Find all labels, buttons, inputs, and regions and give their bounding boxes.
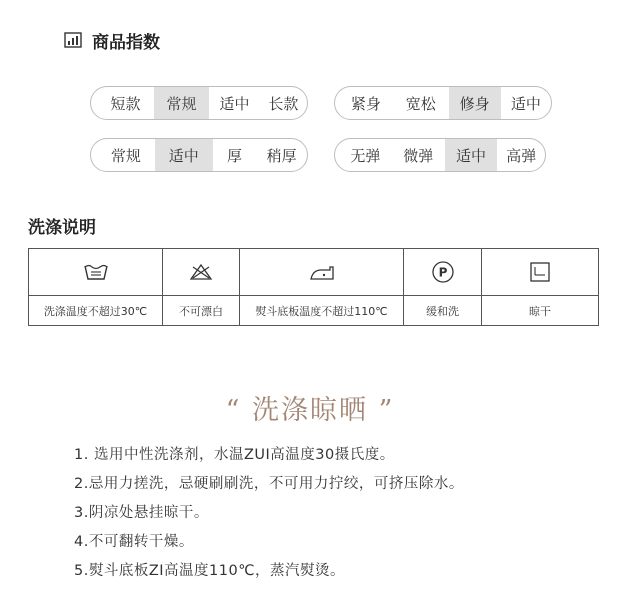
care-cell-line-dry: [482, 249, 599, 296]
elasticity-option-high: 高弹: [506, 146, 537, 165]
care-note: 3.阴凉处悬挂晾干。: [74, 505, 209, 521]
thickness-option-slightly-thick: 稍厚: [266, 146, 297, 165]
care-cell-wash-temp: [29, 249, 163, 296]
fit-index: [334, 86, 552, 120]
care-note: 1. 选用中性洗涤剂，水温ZUI高温度30摄氏度。: [74, 447, 395, 463]
care-label-line-dry: 晾干: [482, 296, 599, 326]
iron-icon: [308, 264, 336, 282]
hand-wash-tub-icon: [83, 262, 109, 282]
length-option-short: 短款: [110, 94, 141, 113]
washing-title: 洗涤说明: [28, 218, 96, 238]
fit-option-slim: 修身: [449, 87, 501, 119]
thickness-index: [90, 138, 308, 172]
care-heading: “ 洗涤晾晒 ”: [225, 395, 395, 426]
care-note: 4.不可翻转干燥。: [74, 534, 194, 550]
length-index: [90, 86, 308, 120]
length-option-regular: 常规: [154, 87, 209, 119]
fit-option-medium: 适中: [510, 94, 541, 113]
care-symbols-table: [28, 248, 599, 326]
care-label-wash-temp: 洗涤温度不超过30℃: [29, 296, 163, 326]
elasticity-option-none: 无弹: [350, 146, 381, 165]
fit-option-tight: 紧身: [350, 94, 381, 113]
care-label-iron: 熨斗底板温度不超过110℃: [240, 296, 404, 326]
care-label-gentle: 缓和洗: [404, 296, 482, 326]
elasticity-option-medium: 适中: [445, 139, 498, 171]
length-option-long: 长款: [268, 94, 299, 113]
svg-text:P: P: [438, 265, 447, 280]
care-note: 2.忌用力搓洗，忌硬刷刷洗，不可用力拧绞，可挤压除水。: [74, 476, 464, 492]
length-option-medium: 适中: [219, 94, 250, 113]
gentle-dry-clean-p-icon: [431, 260, 455, 284]
product-index-header: [64, 28, 160, 52]
elasticity-index: [334, 138, 546, 172]
product-index-title: 商品指数: [92, 32, 160, 53]
thickness-option-regular: 常规: [110, 146, 141, 165]
care-note: 5.熨斗底板ZI高温度110℃，蒸汽熨烫。: [74, 563, 346, 579]
fit-option-loose: 宽松: [405, 94, 436, 113]
care-cell-no-bleach: [163, 249, 240, 296]
care-cell-iron: [240, 249, 404, 296]
care-notes-list: [74, 441, 464, 586]
thickness-option-medium: 适中: [155, 139, 213, 171]
care-cell-gentle: [404, 249, 482, 296]
line-dry-icon: [529, 261, 551, 283]
care-label-no-bleach: 不可漂白: [163, 296, 240, 326]
no-bleach-icon: [189, 262, 213, 282]
thickness-option-thick: 厚: [226, 146, 242, 165]
elasticity-option-slight: 微弹: [403, 146, 434, 165]
bar-chart-icon: [64, 31, 82, 49]
